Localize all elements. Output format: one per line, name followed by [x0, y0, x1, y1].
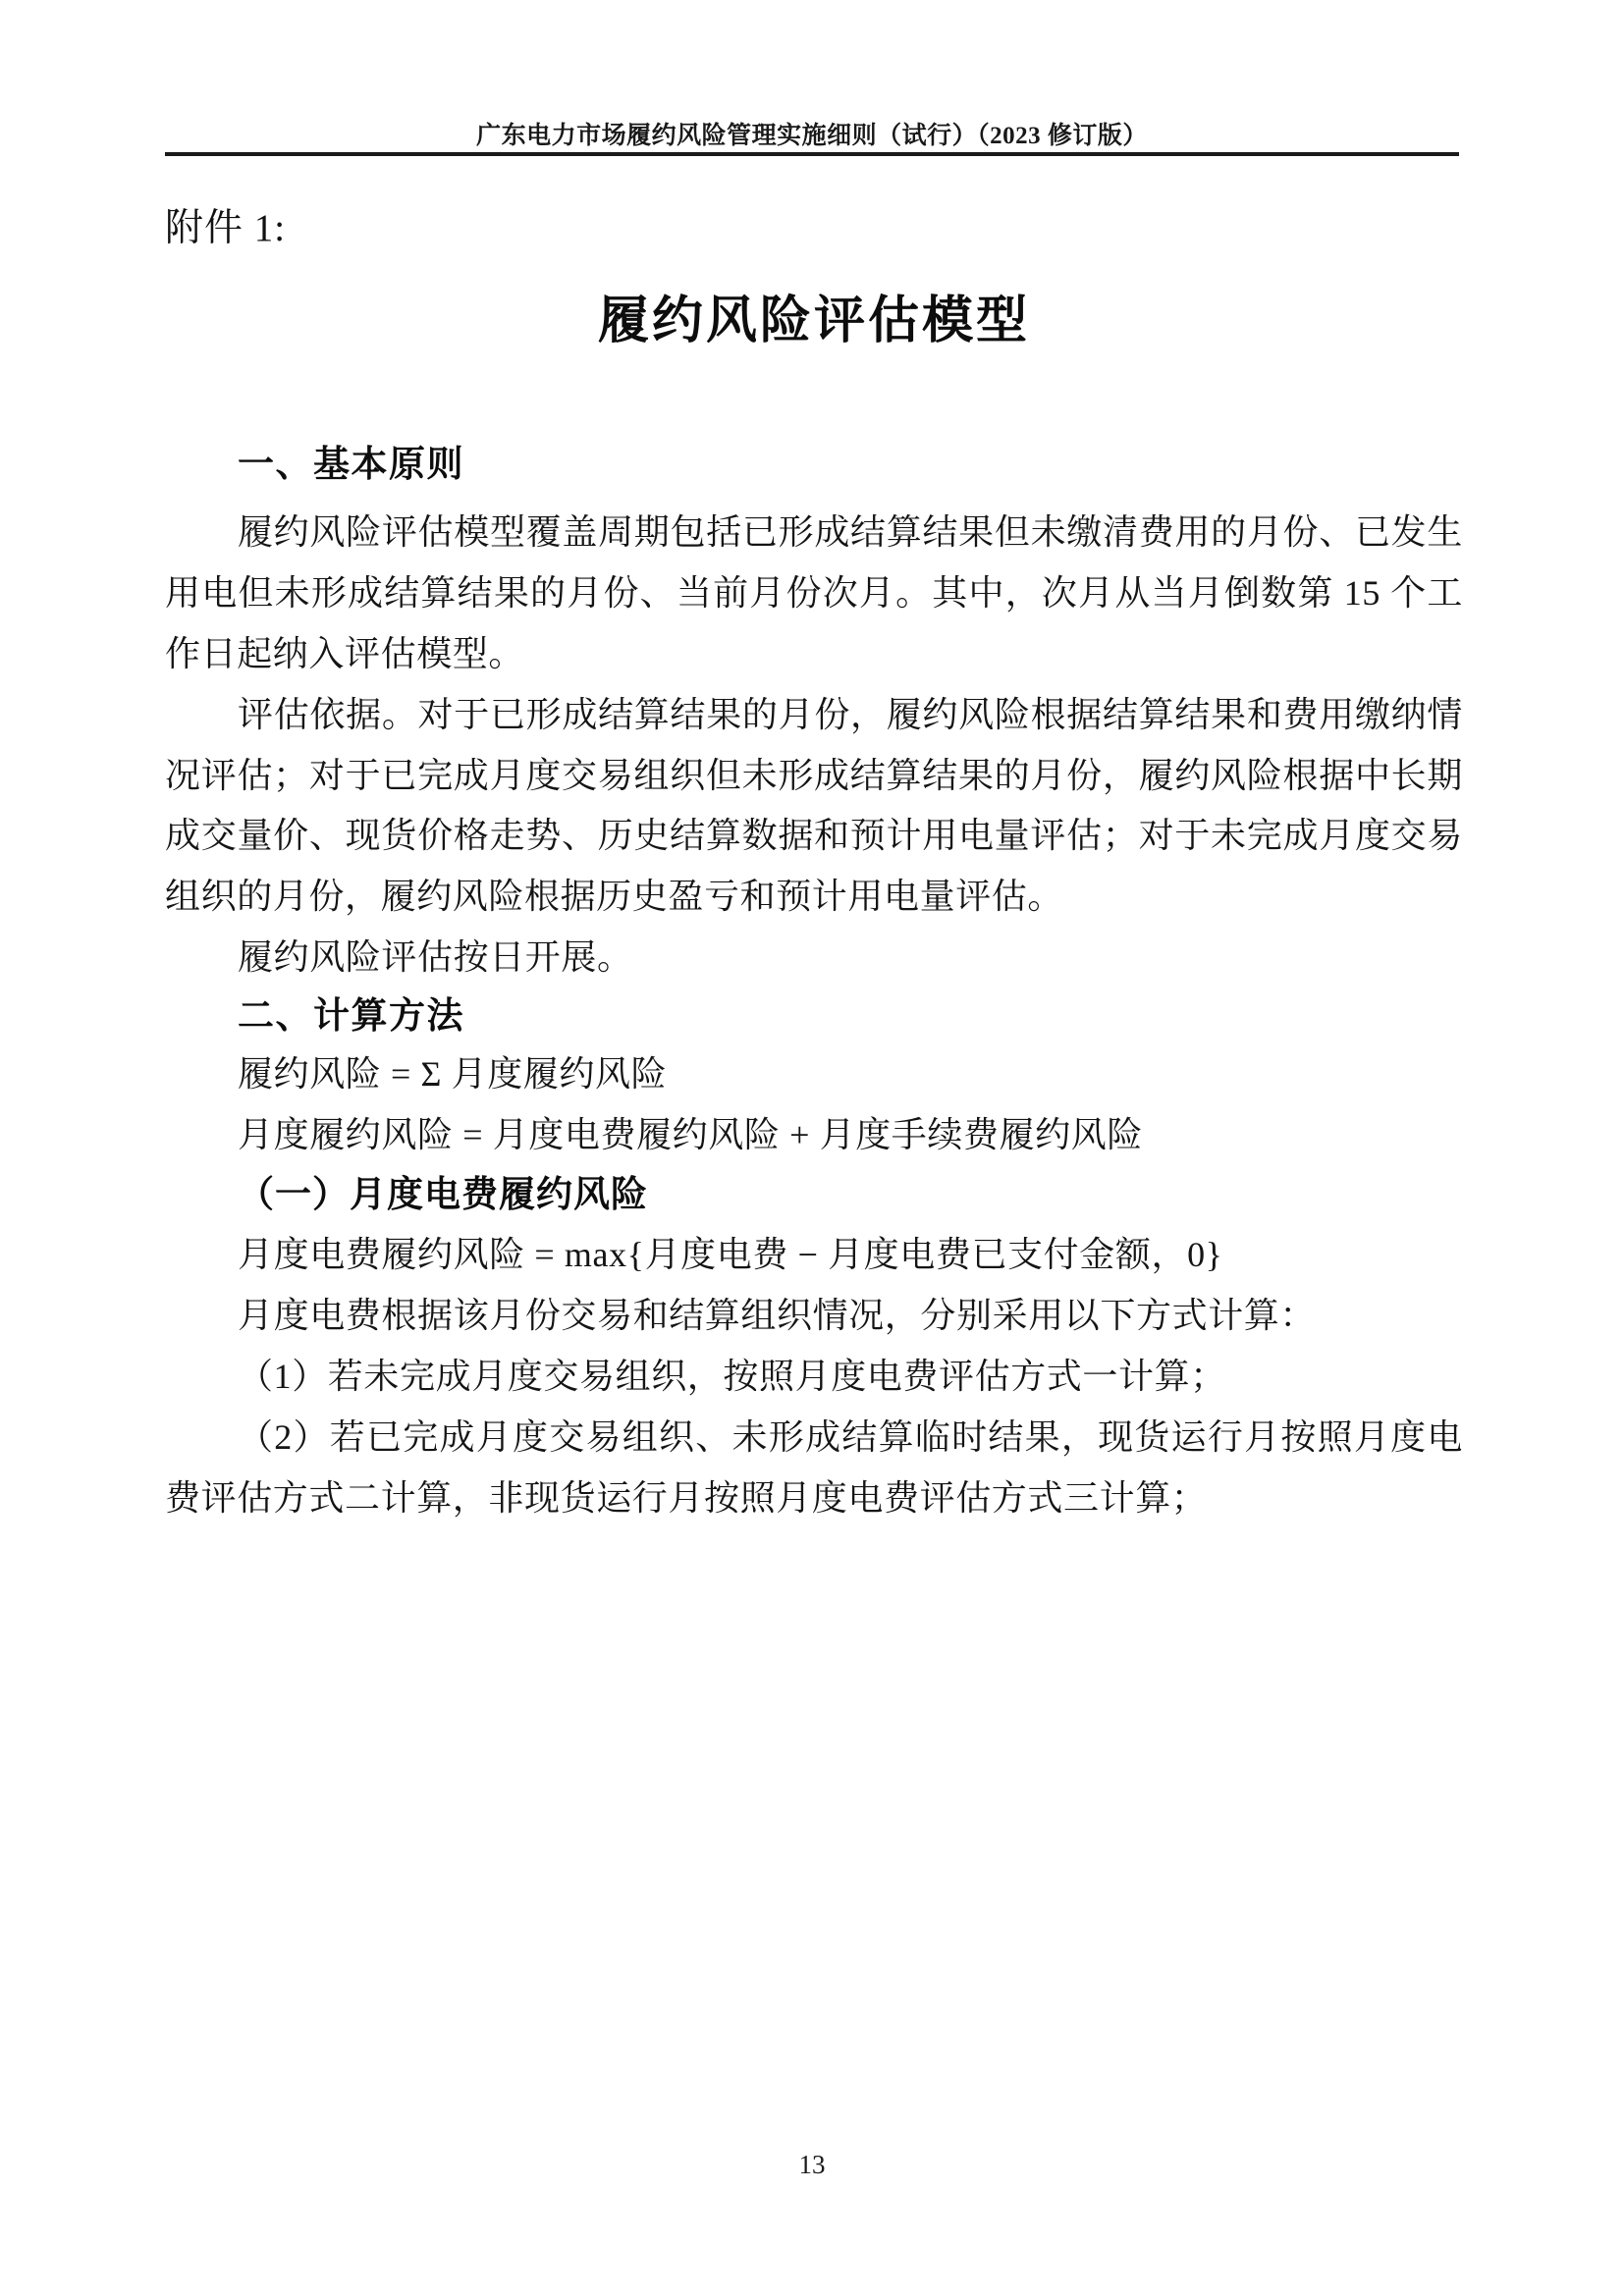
formula-total-risk: 履约风险 = Σ 月度履约风险	[238, 1054, 668, 1095]
formula-monthly-risk: 月度履约风险 = 月度电费履约风险 + 月度手续费履约风险	[238, 1115, 1144, 1155]
list-item-method-2: （2）若已完成月度交易组织、未形成结算临时结果，现货运行月按照月度电费评估方式二计算，非现货运行月按照月度电费评估方式三计算；	[165, 1416, 1463, 1518]
paragraph-monthly-fee-methods: 月度电费根据该月份交易和结算组织情况，分别采用以下方式计算：	[238, 1296, 1317, 1336]
spacer	[165, 493, 1463, 503]
header-divider	[165, 152, 1459, 156]
section-heading-calculation-method: 二、计算方法	[238, 996, 464, 1038]
running-header-title: 广东电力市场履约风险管理实施细则（试行）（2023 修订版）	[476, 123, 1148, 149]
attachment-label: 附件 1:	[165, 207, 287, 249]
paragraph-assessment-basis: 评估依据。对于已形成结算结果的月份，履约风险根据结算结果和费用缴纳情况评估；对于已完成月度交易组织但未形成结算结果的月份，履约风险根据中长期成交量价、现货价格走势、历史结算数据和预计用电量评估；对于未完成月度交易组织的月份，履约风险根据历史盈亏和预计用电量评估。	[165, 694, 1463, 917]
subsection-heading-monthly-electricity-fee-risk: （一）月度电费履约风险	[238, 1175, 648, 1216]
page-title: 履约风险评估模型	[597, 293, 1030, 349]
section-heading-basic-principles: 一、基本原则	[238, 444, 464, 485]
paragraph-daily-assessment: 履约风险评估按日开展。	[238, 937, 633, 978]
spacer	[165, 352, 1463, 437]
formula-monthly-electricity-fee-risk: 月度电费履约风险 = max{月度电费 − 月度电费已支付金额，0}	[238, 1235, 1223, 1275]
page-number: 13	[798, 2150, 826, 2179]
page-footer	[0, 2150, 1624, 2180]
document-body	[165, 201, 1463, 1529]
paragraph-coverage-period: 履约风险评估模型覆盖周期包括已形成结算结果但未缴清费用的月份、已发生用电但未形成结算结果的月份、当前月份次月。其中，次月从当月倒数第 15 个工作日起纳入评估模型。	[165, 511, 1463, 673]
list-item-method-1: （1）若未完成月度交易组织，按照月度电费评估方式一计算；	[238, 1357, 1226, 1397]
running-header	[0, 116, 1624, 151]
